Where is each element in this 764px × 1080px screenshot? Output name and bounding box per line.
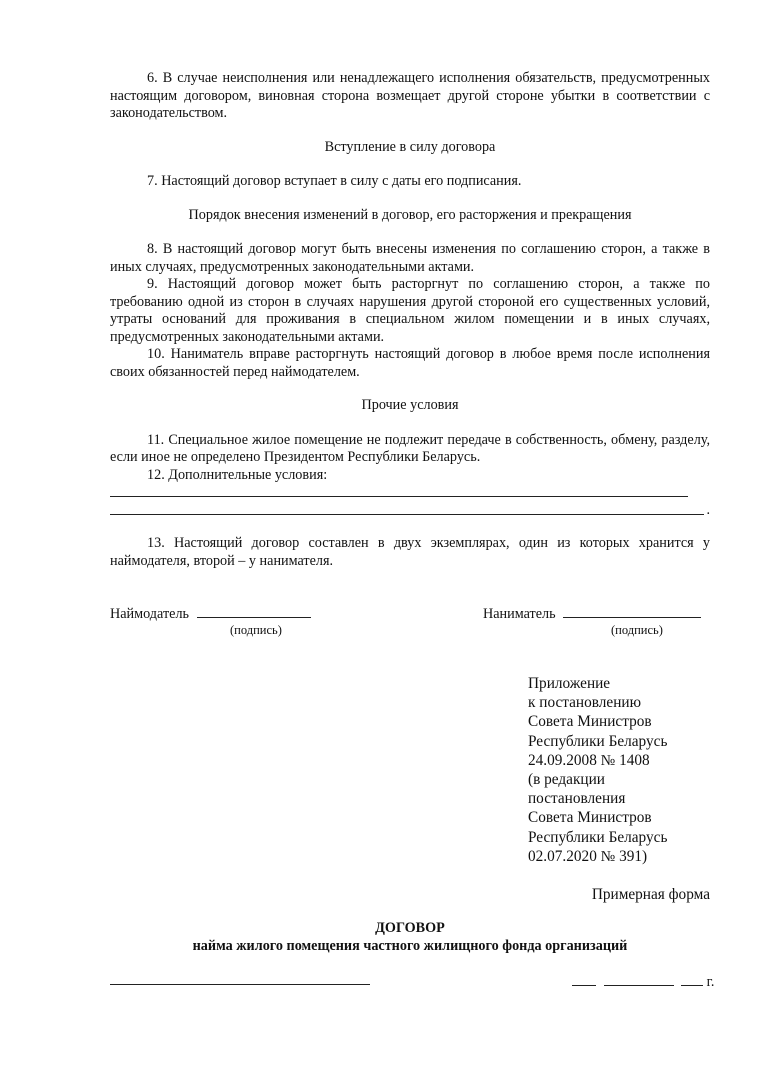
heading-entry-into-force: Вступление в силу договора (324, 138, 496, 155)
appendix-line: 24.09.2008 № 1408 (528, 751, 650, 769)
appendix-line: Совета Министров (528, 713, 652, 731)
date-year-line[interactable] (681, 972, 703, 986)
appendix-line: 02.07.2020 № 391) (528, 847, 648, 865)
paragraph-6: 6. В случае неисполнения или ненадлежащего исполнения обязательств, предусмотренных настоящим договором, виновная сторона возмещает другой стороне убытки в соответствии с законодательством. (110, 70, 710, 121)
landlord-label: Наймодатель (110, 606, 189, 622)
tenant-signature-line[interactable] (563, 604, 701, 618)
date-day-line[interactable] (572, 972, 596, 986)
appendix-line: к постановлению (528, 694, 642, 712)
document-body (110, 70, 710, 570)
appendix-line: Республики Беларусь (528, 732, 668, 750)
tenant-signature-caption: (подпись) (611, 623, 663, 637)
appendix-line: (в редакции (528, 771, 605, 789)
paragraph-10: 10. Наниматель вправе расторгнуть настоящий договор в любое время после исполнения своих обязанностей перед наймодателем. (110, 346, 710, 380)
tenant-signature (483, 604, 701, 637)
landlord-signature-caption: (подпись) (230, 623, 282, 637)
heading-changes-termination: Порядок внесения изменений в договор, его расторжения и прекращения (188, 206, 632, 223)
additional-conditions-line-2[interactable] (110, 502, 710, 520)
contract-subtitle: найма жилого помещения частного жилищного фонда организаций (192, 938, 628, 954)
year-suffix: г. (706, 974, 715, 990)
appendix-line: Приложение (528, 675, 611, 692)
tenant-label: Наниматель (483, 606, 556, 622)
landlord-signature-line[interactable] (197, 604, 311, 618)
paragraph-9: 9. Настоящий договор может быть расторгнут по соглашению сторон, а также по требованию одной из сторон в случаях нарушения другой стороной его существенных условий, утраты оснований для проживания в специальном жилом помещении и в иных случаях, предусмотренных законодательными актами. (110, 276, 710, 345)
appendix-block (528, 674, 667, 866)
paragraph-11: 11. Специальное жилое помещение не подлежит передаче в собственность, обмену, разделу, если иное не определено Президентом Республики Беларусь. (110, 431, 710, 465)
paragraph-8: 8. В настоящий договор могут быть внесены изменения по соглашению сторон, а также в иных случаях, предусмотренных законодательными актами. (110, 241, 710, 275)
paragraph-12: 12. Дополнительные условия: (147, 466, 328, 483)
line-end-period: . (706, 501, 710, 518)
appendix-line: постановления (528, 790, 626, 808)
sample-form-note: Примерная форма (591, 886, 710, 903)
signature-row (110, 604, 710, 644)
contract-date (572, 972, 714, 991)
appendix-line: Республики Беларусь (528, 828, 668, 846)
heading-other-conditions: Прочие условия (361, 397, 459, 413)
additional-conditions-line-1[interactable] (110, 484, 710, 502)
paragraph-13: 13. Настоящий договор составлен в двух экземплярах, один из которых хранится у наймодателя, второй – у нанимателя. (110, 535, 710, 569)
place-of-signing-line[interactable] (110, 984, 370, 985)
landlord-signature (110, 604, 311, 637)
contract-title: ДОГОВОР (375, 920, 445, 936)
appendix-line: Совета Министров (528, 809, 652, 827)
date-month-line[interactable] (604, 972, 674, 986)
paragraph-7: 7. Настоящий договор вступает в силу с даты его подписания. (147, 173, 522, 189)
